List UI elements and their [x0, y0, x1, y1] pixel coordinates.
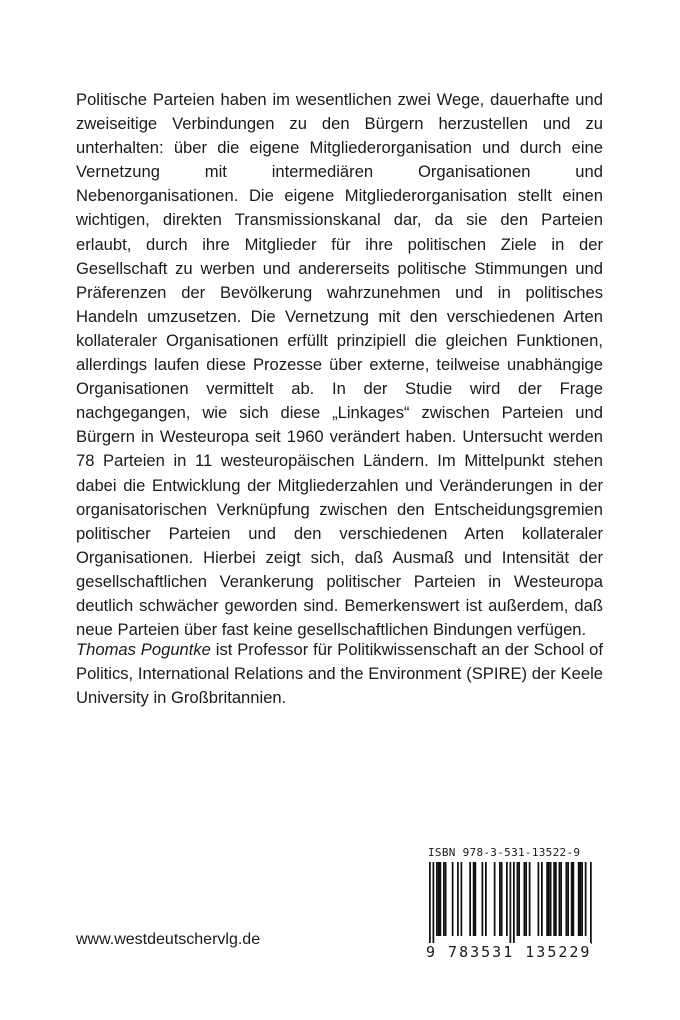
barcode-bar — [553, 862, 555, 936]
barcode-bar — [580, 862, 582, 936]
barcode-bar — [499, 862, 501, 936]
barcode-bar — [494, 862, 496, 936]
barcode-bar — [506, 862, 508, 936]
barcode-bar — [445, 862, 447, 936]
barcode-bar — [482, 862, 484, 936]
barcode-bar — [581, 862, 583, 936]
barcode-bar — [510, 862, 512, 944]
barcode-bar — [559, 862, 561, 936]
barcode-bar — [541, 862, 543, 936]
barcode-bar — [440, 862, 442, 936]
barcode-bar — [571, 862, 573, 936]
barcode-bar — [573, 862, 575, 936]
isbn-label: ISBN 978-3-531-13522-9 — [428, 846, 581, 859]
barcode-bar — [461, 862, 463, 936]
barcode-bar — [443, 862, 445, 936]
barcode-bar — [566, 862, 568, 936]
barcode-bar — [517, 862, 519, 936]
barcode-digits: 9 783531 135229 — [426, 943, 592, 961]
barcode-bar — [469, 862, 471, 936]
barcode-bar — [457, 862, 459, 936]
barcode-bar — [525, 862, 527, 936]
barcode-bar — [548, 862, 550, 936]
barcode-bar — [485, 862, 487, 936]
barcode-bar — [578, 862, 580, 936]
barcode-bar — [550, 862, 552, 936]
barcode-bar — [560, 862, 562, 936]
barcode-bar — [433, 862, 435, 944]
barcode-bar — [436, 862, 438, 936]
author-note — [76, 638, 603, 710]
barcode-bar — [475, 862, 477, 936]
barcode-bar — [501, 862, 503, 936]
barcode-bar — [429, 862, 431, 944]
author-bio: ist Professor für Politikwissenschaft an der School of Politics, International Relations and the Environment (SPIRE) der Keele University in Großbritannien. — [76, 640, 604, 708]
barcode-bar — [546, 862, 548, 936]
barcode-bar — [538, 862, 540, 936]
abstract-paragraph: Politische Parteien haben im wesentlichen zwei Wege, dauerhafte und zweiseitige Verbindungen zu den Bürgern herzustellen und zu unterhalten: über die eigene Mitgliederorganisation und durch eine Vernetzung mit intermediären Organisationen und Nebenorganisationen. Die eigene Mitgliederorganisation stellt einen wichtigen, direkten Transmissionskanal dar, da sie den Parteien erlaubt, durch ihre Mitglieder für ihre politischen Ziele in der Gesellschaft zu werben und andererseits politische Stimmungen und Präferenzen der Bevölkerung wahrzunehmen und in politisches Handeln umzusetzen. Die Vernetzung mit den verschiedenen Arten kollateraler Organisationen erfüllt prinzipiell die gleichen Funktionen, allerdings laufen diese Prozesse über externe, teilweise unabhängige Organisationen vermittelt ab. In der Studie wird der Frage nachgegangen, wie sich diese „Linkages“ zwischen Parteien und Bürgern in Westeuropa seit 1960 verändert haben. Untersucht werden 78 Parteien in 11 westeuropäischen Ländern. Im Mittelpunkt stehen dabei die Entwicklung der Mitgliederzahlen und Veränderungen in der organisatorischen Verknüpfung zwischen den Entscheidungsgremien politischer Parteien und den verschiedenen Arten kollateraler Organisationen. Hierbei zeigt sich, daß Ausmaß und Intensität der gesellschaftlichen Verankerung politischer Parteien in Westeuropa deutlich schwächer geworden sind. Bemerkenswert ist außerdem, daß neue Parteien über fast keine gesellschaftlichen Bindungen verfügen. — [76, 90, 603, 640]
author-name: Thomas Poguntke — [76, 640, 211, 659]
barcode-bar — [555, 862, 557, 936]
barcode-bar — [590, 862, 592, 944]
barcode-bar — [513, 862, 515, 944]
barcode-bar — [518, 862, 520, 936]
barcode-bar — [567, 862, 569, 936]
publisher-website: www.westdeutschervlg.de — [76, 931, 261, 948]
barcode-bar — [452, 862, 454, 936]
barcode-bar — [524, 862, 526, 936]
barcode-bar — [585, 862, 587, 936]
barcode-bar — [438, 862, 440, 936]
barcode-bar — [473, 862, 475, 936]
barcode-bar — [529, 862, 531, 936]
barcode-image — [426, 862, 592, 944]
isbn-barcode-block — [426, 846, 596, 962]
